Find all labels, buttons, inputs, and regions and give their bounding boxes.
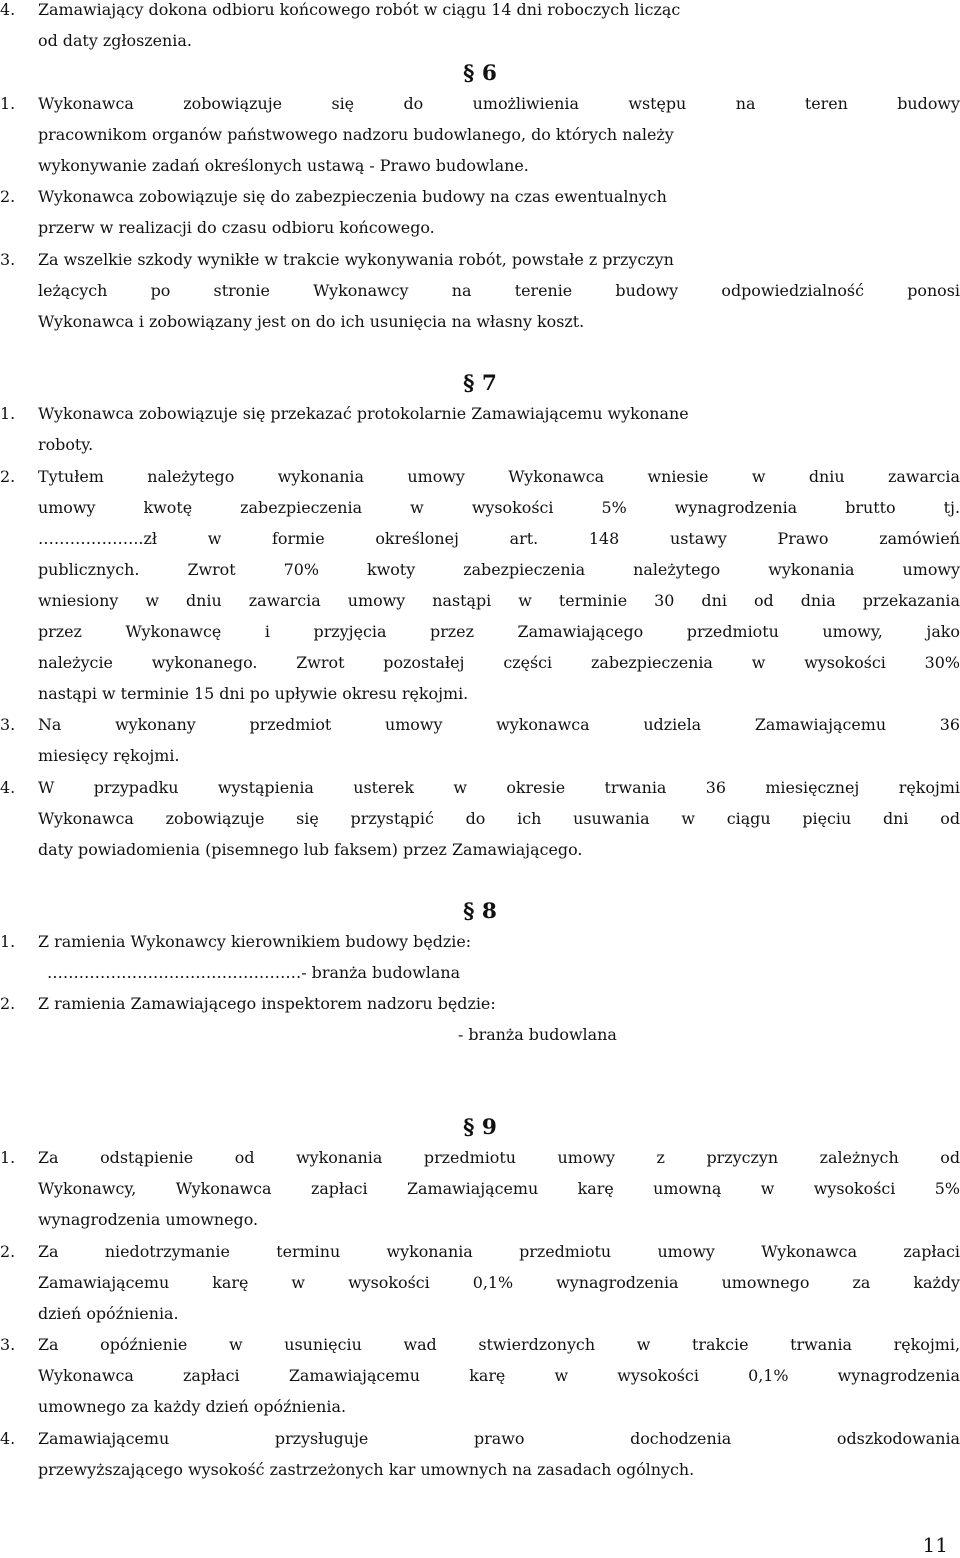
paragraph-line: 4. W przypadku wystąpienia usterek w okresie trwania 36 miesięcznej rękojmi xyxy=(38,772,960,803)
paragraph-line: daty powiadomienia (pisemnego lub faksem) przez Zamawiającego. xyxy=(38,840,583,859)
paragraph-line: …………………………………………- branża budowlana xyxy=(47,963,461,982)
section-heading-6: § 6 xyxy=(463,61,497,86)
paragraph-line: miesięcy rękojmi. xyxy=(38,746,180,765)
item-number: 2. xyxy=(0,994,16,1013)
paragraph-line: wykonywanie zadań określonych ustawą - Prawo budowlane. xyxy=(38,156,529,175)
item-number: 3. xyxy=(0,1335,16,1354)
paragraph-line: Wykonawca zapłaci Zamawiającemu karę w wysokości 0,1% wynagrodzenia xyxy=(38,1366,960,1385)
item-number: 2. xyxy=(0,467,16,486)
item-number: 1. xyxy=(0,94,16,113)
paragraph-line: publicznych. Zwrot 70% kwoty zabezpieczenia należytego wykonania umowy xyxy=(38,560,960,579)
item-number: 2. xyxy=(0,187,16,206)
paragraph-line: od daty zgłoszenia. xyxy=(38,31,192,50)
paragraph-line: 1. Wykonawca zobowiązuje się do umożliwienia wstępu na teren budowy xyxy=(38,88,960,119)
item-number: 2. xyxy=(0,1242,16,1261)
paragraph-line: - branża budowlana xyxy=(458,1025,617,1044)
paragraph-line: 2. Z ramienia Zamawiającego inspektorem nadzoru będzie: xyxy=(38,988,960,1019)
paragraph-line: 1. Wykonawca zobowiązuje się przekazać protokolarnie Zamawiającemu wykonane xyxy=(38,398,960,429)
paragraph-line: umowy kwotę zabezpieczenia w wysokości 5% wynagrodzenia brutto tj. xyxy=(38,498,960,517)
item-number: 1. xyxy=(0,1148,16,1167)
paragraph-line: wynagrodzenia umownego. xyxy=(38,1210,259,1229)
paragraph-line: 2. Tytułem należytego wykonania umowy Wykonawca wniesie w dniu zawarcia xyxy=(38,461,960,492)
section-heading-8: § 8 xyxy=(463,899,497,924)
paragraph-line: ………………..zł w formie określonej art. 148 ustawy Prawo zamówień xyxy=(38,529,960,548)
item-number: 4. xyxy=(0,0,16,19)
paragraph-line: 2. Za niedotrzymanie terminu wykonania przedmiotu umowy Wykonawca zapłaci xyxy=(38,1236,960,1267)
paragraph-line: 3. Za opóźnienie w usunięciu wad stwierdzonych w trakcie trwania rękojmi, xyxy=(38,1329,960,1360)
paragraph-line: leżących po stronie Wykonawcy na terenie budowy odpowiedzialność ponosi xyxy=(38,281,960,300)
item-number: 4. xyxy=(0,1429,16,1448)
paragraph-line: 3. Na wykonany przedmiot umowy wykonawca udziela Zamawiającemu 36 xyxy=(38,709,960,740)
paragraph-line: Wykonawca zobowiązuje się przystąpić do ich usuwania w ciągu pięciu dni od xyxy=(38,809,960,828)
item-number: 1. xyxy=(0,404,16,423)
paragraph-line: wniesiony w dniu zawarcia umowy nastąpi w terminie 30 dni od dnia przekazania xyxy=(38,591,960,610)
paragraph-line: 4. Zamawiający dokona odbioru końcowego robót w ciągu 14 dni roboczych licząc xyxy=(38,0,960,25)
paragraph-line: Wykonawcy, Wykonawca zapłaci Zamawiającemu karę umowną w wysokości 5% xyxy=(38,1179,960,1198)
paragraph-line: nastąpi w terminie 15 dni po upływie okresu rękojmi. xyxy=(38,684,469,703)
paragraph-line: umownego za każdy dzień opóźnienia. xyxy=(38,1397,347,1416)
paragraph-line: 1. Z ramienia Wykonawcy kierownikiem budowy będzie: xyxy=(38,926,960,957)
section-heading-7: § 7 xyxy=(463,371,497,396)
paragraph-line: dzień opóźnienia. xyxy=(38,1304,179,1323)
paragraph-line: 2. Wykonawca zobowiązuje się do zabezpieczenia budowy na czas ewentualnych xyxy=(38,181,960,212)
paragraph-line: roboty. xyxy=(38,435,94,454)
paragraph-line: 4. Zamawiającemu przysługuje prawo dochodzenia odszkodowania xyxy=(38,1423,960,1454)
item-number: 1. xyxy=(0,932,16,951)
item-number: 3. xyxy=(0,715,16,734)
paragraph-line: 1. Za odstąpienie od wykonania przedmiotu umowy z przyczyn zależnych od xyxy=(38,1142,960,1173)
paragraph-line: przez Wykonawcę i przyjęcia przez Zamawiającego przedmiotu umowy, jako xyxy=(38,622,960,641)
paragraph-line: pracownikom organów państwowego nadzoru budowlanego, do których należy xyxy=(38,125,674,144)
paragraph-line: Zamawiającemu karę w wysokości 0,1% wynagrodzenia umownego za każdy xyxy=(38,1273,960,1292)
item-number: 4. xyxy=(0,778,16,797)
paragraph-line: 3. Za wszelkie szkody wynikłe w trakcie wykonywania robót, powstałe z przyczyn xyxy=(38,244,960,275)
item-number: 3. xyxy=(0,250,16,269)
paragraph-line: należycie wykonanego. Zwrot pozostałej części zabezpieczenia w wysokości 30% xyxy=(38,653,960,672)
page-number: 11 xyxy=(922,1533,948,1557)
paragraph-line: przerw w realizacji do czasu odbioru końcowego. xyxy=(38,218,435,237)
paragraph-line: Wykonawca i zobowiązany jest on do ich usunięcia na własny koszt. xyxy=(38,312,585,331)
section-heading-9: § 9 xyxy=(463,1115,497,1140)
paragraph-line: przewyższającego wysokość zastrzeżonych kar umownych na zasadach ogólnych. xyxy=(38,1460,695,1479)
